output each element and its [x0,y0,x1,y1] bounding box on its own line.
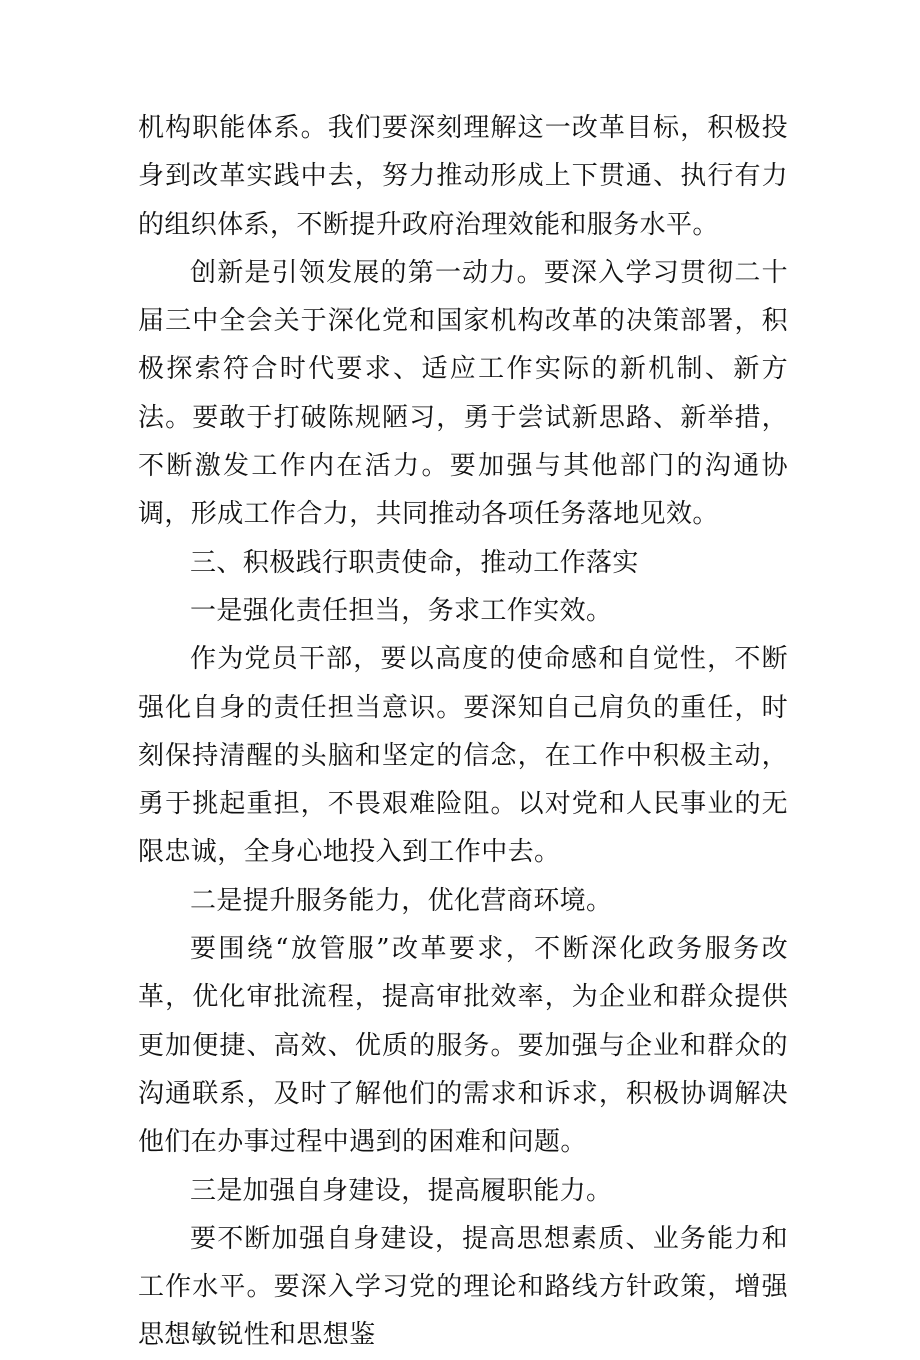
document-body [138,104,788,1360]
subheading-1: 一是强化责任担当，务求工作实效。 [190,595,613,626]
subheading-2: 二是提升服务能力，优化营商环境。 [190,885,613,916]
paragraph-self-building: 要不断加强自身建设，提高思想素质、业务能力和工作水平。要深入学习党的理论和路线方针政策，增强思想敏锐性和思想鉴 [138,1223,788,1351]
subheading-3: 三是加强自身建设，提高履职能力。 [190,1175,613,1206]
paragraph-service: 要围绕“放管服”改革要求，不断深化政务服务改革，优化审批流程，提高审批效率，为企业和群众提供更加便捷、高效、优质的服务。要加强与企业和群众的沟通联系，及时了解他们的需求和诉求，积极协调解决他们在办事过程中遇到的困难和问题。 [138,934,788,1158]
paragraph-innovation: 创新是引领发展的第一动力。要深入学习贯彻二十届三中全会关于深化党和国家机构改革的决策部署，积极探索符合时代要求、适应工作实际的新机制、新方法。要敢于打破陈规陋习，勇于尝试新思路、新举措，不断激发工作内在活力。要加强与其他部门的沟通协调，形成工作合力，共同推动各项任务落地见效。 [138,257,788,530]
paragraph-continuation: 机构职能体系。我们要深刻理解这一改革目标，积极投身到改革实践中去，努力推动形成上下贯通、执行有力的组织体系，不断提升政府治理效能和服务水平。 [138,113,788,240]
paragraph-responsibility: 作为党员干部，要以高度的使命感和自觉性，不断强化自身的责任担当意识。要深知自己肩负的重任，时刻保持清醒的头脑和坚定的信念，在工作中积极主动，勇于挑起重担，不畏艰难险阻。以对党和人民事业的无限忠诚，全身心地投入到工作中去。 [138,644,788,868]
section-heading-3: 三、积极践行职责使命，推动工作落实 [190,547,639,578]
